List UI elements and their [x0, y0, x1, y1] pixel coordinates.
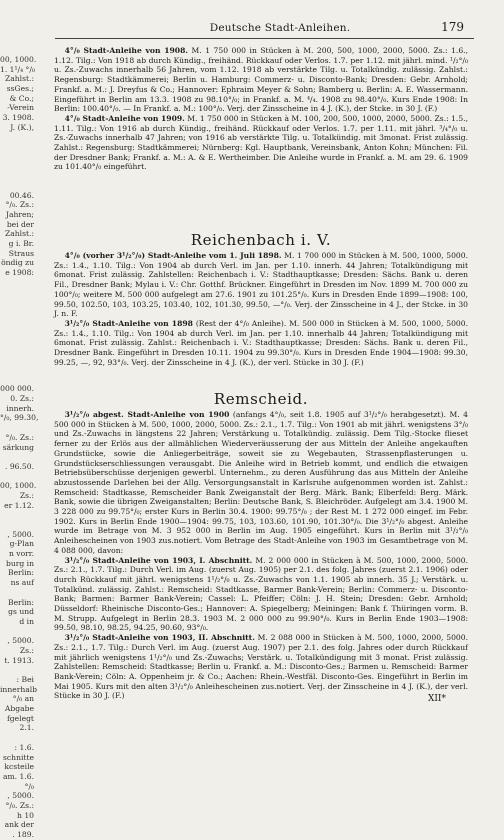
margin-fragment: 00, 1000.: [0, 481, 37, 491]
margin-fragment: [0, 142, 34, 152]
paragraph-text: M. 1 750 000 in Stücken à M. 200, 500, 1000, 2000, 5000. Zs.: 1.6., 1.12. Tilg.: Von 1918 ab durch Kündig., freihänd. Rückkauf oder Verlos. 1.7. per 1.12. mit jährl. mind. ¹/₂°/₀ u. Zs.-Zuwachs innerhalb 56 Jahren, vom 1.12. 1918 ab verstärkte Tilg. u. Totalkündig. zulässig. Zahlst.: Regensburg: Stadtkämmerei; Berlin u. Hamburg: Commerz- u. Disconto-Bank; Dresden: Gebr. Arnhold; Frankf. a. M.: J. Dreyfus & Co.; Hannover: Ephraim Meyer & Sohn; Bamberg u. Berlin: A. E. Wassermann. Eingeführt in Berlin am 13.3. 1908 zu 98.10°/₀; in Frankf. a. M. ⁴/₄. 1908 zu 98.40°/₀. Kurs Ende 1908: In Berlin: 100.40°/₀. — In Frankf. a. M.: 100°/₀. Verj. der Zinsscheine in 4 J. (K.), der Stcke. in 30 J. (F.): [54, 46, 468, 114]
margin-fragment: Berlin:: [7, 597, 34, 607]
paragraph-text: M. 2 088 000 in Stücken à M. 500, 1000, 2000, 5000. Zs.: 2.1., 1.7. Tilg.: Durch Verl. im Aug. (zuerst Aug. 1907) per 2.1. des folg. Jahres oder durch Rückkauf mit jährlich wenigstens 1¹/₂°/₀ und Zs.-Zuwachs; Verstärk. u. Totalkündigung mit 3 monat. Frist zulässig. Zahlstellen: Remscheid: Stadtkasse; Berlin u. Frankf. a. M.: Disconto-Ges.; Barmen u. Remscheid: Barmer Bank-Verein; Cöln: A. Oppenheim jr. & Co.; Aachen: Rhein.-Westfäl. Disconto-Ges. Eingeführt in Berlin im Mai 1905. Kurs mit den alten 3¹/₂°/₀ Anleihescheinen zus.notiert. Verj. der Zinsscheine in 4 J. (K.), der verl. Stücke in 30 J. (F.): [54, 633, 468, 701]
margin-fragment: [0, 317, 34, 327]
paragraph-lead: 3¹/₂°/₀ Stadt-Anleihe von 1903, I. Abschnitt.: [64, 555, 253, 565]
paragraph-lead: 4°/₀ (vorher 3¹/₂°/₀) Stadt-Anleihe vom 1. Juli 1898.: [64, 251, 282, 260]
margin-fragment: , 5000.: [7, 791, 34, 801]
left-margin-fragments: [0, 55, 39, 839]
margin-fragment: schnitte: [3, 752, 34, 762]
margin-fragment: [0, 307, 34, 317]
margin-fragment: innerhalb: [0, 684, 38, 694]
margin-fragment: °/₀: [24, 781, 34, 791]
margin-fragment: , 5000.: [7, 636, 34, 646]
margin-fragment: & Co.;: [9, 93, 34, 103]
margin-fragment: [0, 152, 34, 162]
margin-fragment: Jahren;: [5, 210, 34, 219]
margin-fragment: er 1.12.: [4, 500, 34, 510]
margin-fragment: e 1908:: [5, 268, 34, 278]
margin-fragment: [0, 133, 34, 143]
margin-fragment: [0, 375, 34, 385]
margin-fragment: J. (K.),: [10, 122, 34, 132]
margin-fragment: [0, 162, 34, 172]
margin-fragment: h 10: [17, 810, 34, 820]
margin-fragment: ank der: [4, 820, 34, 830]
margin-fragment: 00, 1000.: [0, 55, 37, 64]
margin-fragment: . 189.: [12, 830, 34, 839]
margin-fragment: särkung: [2, 442, 34, 452]
margin-fragment: [0, 588, 34, 598]
margin-fragment: 3. 1908.: [2, 113, 34, 123]
paragraph-text: M. 1 700 000 in Stücken à M. 500, 1000, 5000. Zs.: 1.4., 1.10. Tilg.: Von 1904 ab durch Verl. im Jan. per 1.10. innerh. 44 Jahren; Totalkündigung mit 6monat. Frist zulässig. Zahlstellen: Reichenbach i. V.: Stadthauptkasse; Dresden: Sächs. Bank u. deren Fil., Dresdner Bank; Mylau i. V.: Chr. Gotthf. Brückner. Eingeführt in Dresden im Nov. 1899 M. 700 000 zu 100°/₀; weitere M. 500 000 aufgelegt am 27.6. 1901 zu 101.25°/₀. Kurs in Dresden Ende 1899—1908: 100, 99.50, 102.50, 103, 103.25, 103.40, 102, 101.30, 99.50, —°/₀. Verj. der Zinsscheine in 4 J., der Stcke. in 30 J. n. F.: [54, 251, 468, 319]
section-remscheid: [54, 410, 468, 701]
margin-fragment: n vorr.: [8, 549, 34, 559]
margin-fragment: innerh.: [6, 403, 34, 413]
margin-fragment: 0. Zs.:: [10, 394, 34, 404]
paragraph: [54, 46, 468, 114]
margin-fragment: [0, 336, 34, 346]
section-heading-reichenbach: Reichenbach i. V.: [190, 231, 332, 249]
page-number: 179: [441, 20, 464, 34]
margin-fragment: 00.46.: [9, 190, 34, 200]
paragraph: [54, 251, 468, 319]
margin-fragment: [0, 665, 34, 675]
paragraph-text: (Rest der 4°/₀ Anleihe). M. 500 000 in Stücken à M. 500, 1000, 5000. Zs.: 1.4., 1.10. Tilg.: Von 1904 ab durch Verl. im Jan. per 1.10. innerhalb 44 Jahren; Totalkündigung mit 6monat. Frist zulässig. Zahlst.: Reichenbach i. V.: Stadthauptkasse; Dresden: Sächs. Bank u. deren Fil., Dresdner Bank. Eingeführt in Dresden 10.11. 1904 zu 99.30°/₀. Kurs in Dresden Ende 1904—1908: 99.30, 99.25, —, 92, 93°/₀. Verj. der Zinsscheine in 4 J. (K.), der verl. Stücke in 30 J. (F.): [54, 318, 468, 367]
margin-fragment: Berlin:: [7, 568, 34, 578]
margin-fragment: öndig zu: [1, 258, 34, 268]
margin-fragment: Zahlst.:: [4, 229, 34, 239]
margin-fragment: ns auf: [10, 578, 34, 588]
paragraph: [54, 410, 468, 556]
margin-fragment: Zs.:: [19, 645, 34, 655]
section-reichenbach: [54, 251, 468, 367]
paragraph: [54, 114, 468, 172]
margin-fragment: [0, 452, 34, 462]
margin-fragment: [0, 181, 34, 191]
running-head: Deutsche Stadt-Anleihen.: [209, 22, 351, 34]
paragraph: [54, 633, 468, 701]
margin-fragment: kcsteile: [4, 762, 34, 772]
margin-fragment: Zahlst.:: [4, 74, 34, 84]
margin-fragment: am. 1.6.: [2, 771, 34, 781]
paragraph-lead: 4°/₀ Stadt-Anleihe von 1909.: [64, 113, 185, 123]
margin-fragment: burg in: [6, 558, 34, 568]
margin-fragment: [0, 733, 34, 743]
margin-fragment: [0, 346, 34, 356]
margin-fragment: gs und: [8, 607, 34, 617]
header-rule: [55, 38, 474, 39]
paragraph-text: M. 1 750 000 in Stücken à M. 100, 200, 500, 1000, 2000, 5000. Zs.: 1.5., 1.11. Tilg.: Von 1916 ab durch Kündig., freihänd. Rückkauf oder Verlos. 1.7. per 1.11. mit jährl. ³/₄°/₀ u. Zs.-Zuwachs innerhalb 47 Jahren; von 1916 ab verstärkte Tilg. u. Totalkündig. mit 3monat. Frist zulässig. Zahlst.: Regensburg: Stadtkämmerei; Nürnberg: Kgl. Hauptbank, Vereinsbank, Anton Kohn; München: Fil. der Dresdner Bank; Frankf. a. M.: A. & E. Wertheimber. Die Anleihe wurde in Frankf. a. M. am 29. 6. 1909 zu 101.40°/₀ eingeführt.: [54, 113, 468, 172]
paragraph-lead: 3¹/₂°/₀ Stadt-Anleihe von 1898: [64, 318, 193, 328]
margin-fragment: °/₀. Zs.:: [5, 432, 34, 442]
margin-fragment: [0, 423, 34, 433]
margin-fragment: -Verein: [7, 103, 34, 113]
margin-fragment: bei der: [6, 219, 34, 229]
margin-fragment: , 5000.: [7, 529, 34, 539]
section-heading-remscheid: Remscheid.: [213, 390, 309, 408]
margin-fragment: [0, 520, 34, 530]
margin-fragment: d in: [19, 616, 34, 626]
margin-fragment: °/₀. Zs.:: [5, 200, 34, 210]
paragraph-text: M. 2 000 000 in Stücken à M. 500, 1000, 2000, 5000. Zs.: 2.1., 1.7. Tilg.: Durch Verl. im Aug. (zuerst Aug. 1905) per 2.1. des folg. Jahres (zuerst 2.1. 1906) oder durch Rückkauf mit jährl. wenigstens 1¹/₂°/₀ u. Zs.-Zuwachs von 1.1. 1905 ab innerh. 35 J.; Verstärk. u. Totalkünd. zulässig. Zahlst.: Remscheid: Stadtkasse, Barmer Bank-Verein; Berlin: Commerz- u. Disconto-Bank; Barmen: Barmer Bank-Verein; Cassel: L. Pfeiffer; Cöln: J. H. Stein; Dresden: Gebr. Arnhold; Düsseldorf: Rheinische Disconto-Ges.; Hannover: A. Spiegelberg; Meiningen: Bank f. Thüringen vorm. B. M. Strupp. Aufgelegt in Berlin 28.3. 1903 M. 2 000 000 zu 99.90°/₀. Kurs in Berlin Ende 1903—1908: 99.50, 98.10, 98.25, 94.25, 90.60, 93°/₀.: [54, 555, 469, 633]
margin-fragment: Zs.:: [19, 490, 34, 500]
margin-fragment: fgelegt: [6, 713, 34, 723]
margin-fragment: [0, 288, 34, 298]
margin-fragment: Abgabe: [4, 704, 34, 714]
paragraph-lead: 4°/₀ Stadt-Anleihe von 1908.: [64, 46, 189, 55]
margin-fragment: 000 000.: [0, 384, 34, 394]
margin-fragment: [0, 326, 34, 336]
margin-fragment: [0, 355, 34, 365]
margin-fragment: 1. 1¹/₄ °/₀: [0, 64, 35, 74]
margin-fragment: [0, 278, 34, 288]
section-preceding: [54, 46, 468, 172]
paragraph-lead: 3¹/₂°/₀ Stadt-Anleihe von 1903, II. Abschnitt.: [64, 633, 255, 643]
margin-fragment: : Bei: [16, 675, 34, 684]
margin-fragment: [0, 171, 34, 181]
margin-fragment: °/₀, 99.30,: [0, 413, 39, 423]
margin-fragment: [0, 297, 34, 307]
margin-fragment: °/₀ an: [12, 694, 34, 704]
margin-fragment: g i. Br.: [8, 239, 34, 249]
margin-fragment: g-Plan: [9, 539, 34, 549]
margin-fragment: : 1.6.: [14, 742, 34, 752]
margin-fragment: ssGes.;: [6, 84, 34, 94]
margin-fragment: Straus: [8, 248, 34, 258]
paragraph: [54, 556, 468, 634]
paragraph-lead: 3¹/₂°/₀ abgest. Stadt-Anleihe von 1900: [64, 410, 230, 419]
paragraph: [54, 319, 468, 368]
margin-fragment: [0, 627, 34, 637]
margin-fragment: . 96.50.: [5, 461, 34, 471]
margin-fragment: t. 1913.: [4, 655, 34, 665]
margin-fragment: [0, 510, 34, 520]
paragraph-text: (anfangs 4°/₀, seit 1.8. 1905 auf 3¹/₂°/₀ herabgesetzt). M. 4 500 000 in Stücken à M. 500, 1000, 2000, 5000. Zs.: 2.1., 1.7. Tilg.: Von 1901 ab mit jährl. wenigstens 3°/₀ und Zs.-Zuwachs in längstens 22 Jahren; Verstärkung u. Totalkündig. zulässig. Dem Tilg.-Stocke flieset ferner zu der Erlös aus der allmählichen Wiederveräusserung der aus Mitteln der Anleihe angekauften Grundstücke, sowie die Anliegerbeiträge, soweit sie zu Wegebauten, Strassenpflasterungen u. Grundstückserschliessungen verausgabt. Die Anleihe wird in Betrieb kommt, und endlich die etwaigen Betriebsüberschüsse derjenigen gewerbl. Unternehm., zu deren Ausführung das aus Mitteln der Anleihe abzustossende Darlehen bei der Allg. Versorgungsanstalt in Karlsruhe aufgenommen worden ist. Zahlst.: Remscheid: Stadtkasse, Remscheider Bank Zweiganstalt der Berg. Märk. Bank; Elberfeld: Berg. Märk. Bank, sowie die übrigen Zweiganstalten; Berlin: Deutsche Bank, S. Bleichröder. Aufgelegt am 3.4. 1900 M. 3 228 000 zu 99.75°/₀; erster Kurs in Berlin 30.4. 1900: 99.75°/₀ ; der Rest M. 1 272 000 eingef. im Febr. 1902. Kurs in Berlin Ende 1900—1904: 99.75, 103, 103.60, 101.90, 101.30°/₀. Die 3¹/₂°/₀ abgest. Anleihe wurde im Betrage von M. 3 952 000 in Berlin im Aug. 1905 eingeführt. Kurs in Berlin mit 3¹/₂°/₀ Anleihescheinen von 1903 zus.notiert. Vom Betrage des Stadt-Anleihe von 1903 im Gesamtbetrage von M. 4 088 000, davon:: [54, 410, 468, 555]
margin-fragment: 2.1.: [19, 723, 34, 733]
margin-fragment: °/₀. Zs.:: [5, 800, 34, 810]
margin-fragment: [0, 365, 34, 375]
margin-fragment: [0, 472, 34, 482]
signature-mark: XII*: [427, 694, 446, 704]
